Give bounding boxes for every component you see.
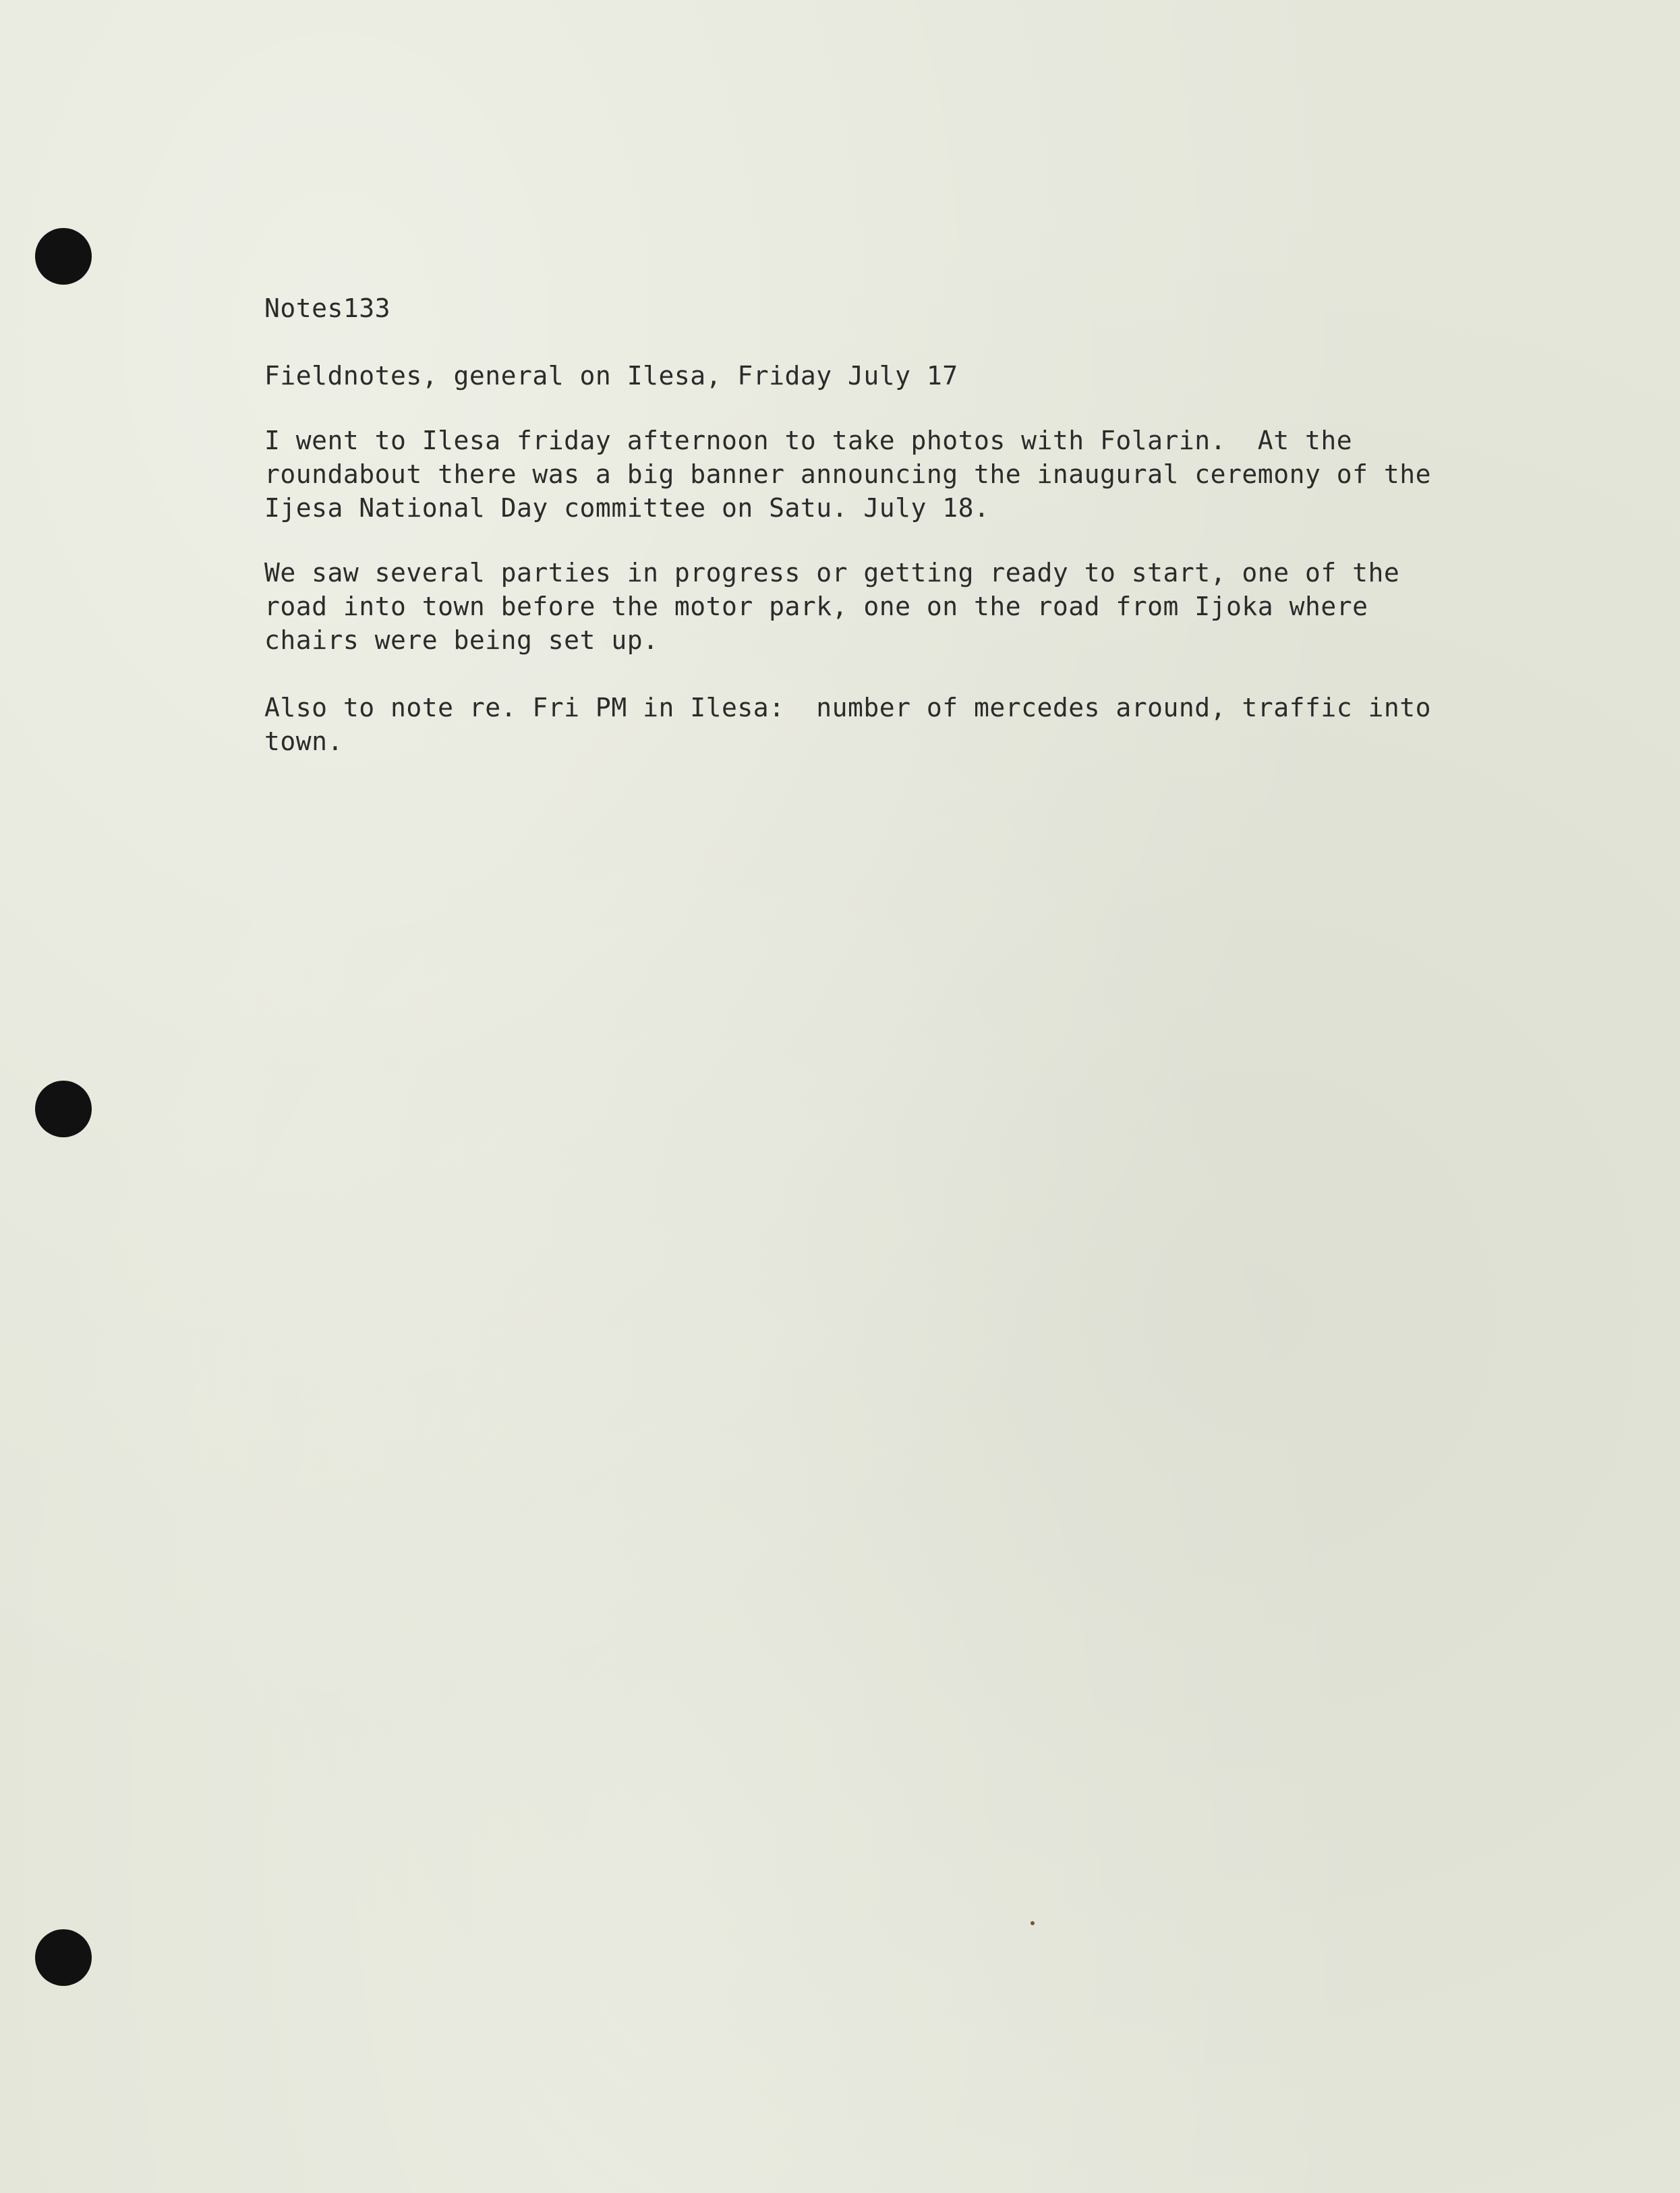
punch-hole-bottom <box>35 1929 92 1986</box>
punch-hole-middle <box>35 1081 92 1137</box>
paper-speck <box>1031 1921 1035 1925</box>
paragraph-2: We saw several parties in progress or getting ready to start, one of the road into town before the motor park, one on the road from Ijoka where chairs were being set up. <box>264 558 1400 655</box>
paragraph-3: Also to note re. Fri PM in Ilesa: number of mercedes around, traffic into town. <box>264 693 1431 756</box>
document-heading: Notes133 <box>264 293 391 323</box>
paragraph-1: I went to Ilesa friday afternoon to take photos with Folarin. At the roundabout there was a big banner announcing the inaugural ceremony of the Ijesa National Day committee on Satu. July 18. <box>264 426 1431 523</box>
punch-hole-top <box>35 228 92 285</box>
document-title: Fieldnotes, general on Ilesa, Friday July 17 <box>264 361 958 391</box>
